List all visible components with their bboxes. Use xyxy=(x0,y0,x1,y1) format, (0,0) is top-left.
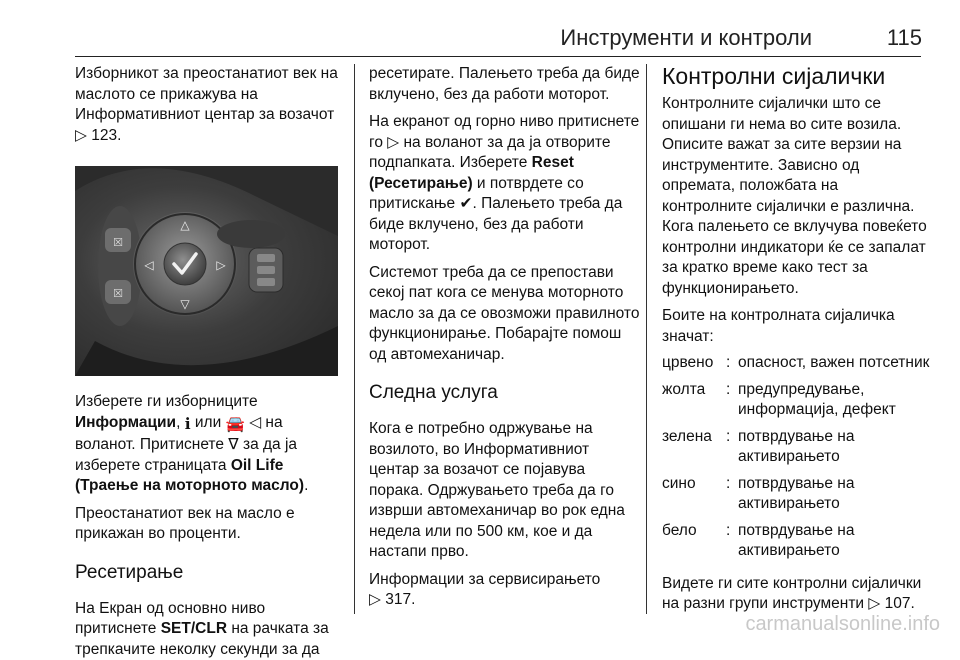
section-heading: Ресетирање xyxy=(75,561,343,585)
down-arrow-icon: ∇ xyxy=(228,436,238,453)
paragraph: Боите на контролната сијаличка значат: xyxy=(662,306,930,347)
paragraph: Изберете ги изборниците Информации, ℹ или 🚘 ◁ на воланот. Притиснете ∇ за да ја изберете страницата Oil Life (Траење на моторното масло). xyxy=(75,392,343,497)
svg-text:◁: ◁ xyxy=(143,258,153,272)
watermark: carmanualsonline.info xyxy=(745,613,940,636)
svg-text:△: △ xyxy=(180,218,190,232)
paragraph: ресетирате. Палењето треба да биде вклучено, без да работи моторот. xyxy=(369,64,641,105)
arrow-ref-icon: ▷ xyxy=(369,591,381,608)
arrow-ref-icon: ▷ xyxy=(868,595,880,612)
paragraph: Системот треба да се препостави секој пат кога се менува моторното масло за да се овозможи правилното функционирање. Побарајте помош од автомеханичар. xyxy=(369,263,641,366)
section-heading: Следна услуга xyxy=(369,381,641,405)
right-arrow-icon: ▷ xyxy=(387,134,399,151)
paragraph: На екранот од горно ниво притиснете го ▷ на воланот за да ја отворите подпапката. Изберете Reset (Ресетирање) и потврдете со притискање ✔. Палењето треба да биде вклучено, без да работи моторот. xyxy=(369,112,641,256)
steering-wheel-controls-icon xyxy=(75,166,338,376)
list-item: црвено : опасност, важен потсетник xyxy=(662,353,930,374)
svg-text:▷: ▷ xyxy=(216,258,226,272)
svg-text:☒: ☒ xyxy=(113,237,123,249)
column-middle xyxy=(369,64,641,611)
paragraph: Изборникот за преостанатиот век на маслото се прикажува на Информативниот центар за возачот ▷ 123. xyxy=(75,64,343,146)
list-item: сино : потврдување на активирањето xyxy=(662,474,930,515)
header-divider xyxy=(75,56,921,57)
svg-text:☒: ☒ xyxy=(113,288,123,300)
info-icon: ℹ xyxy=(185,415,191,436)
steering-wheel-figure xyxy=(75,166,338,376)
paragraph: Преостанатиот век на масло е прикажан во проценти. xyxy=(75,504,343,545)
list-item: зелена : потврдување на активирањето xyxy=(662,427,930,468)
left-arrow-icon: ◁ xyxy=(249,414,261,431)
column-divider xyxy=(354,64,355,614)
column-right xyxy=(662,64,930,615)
list-item: жолта : предупредување, информација, дефект xyxy=(662,380,930,421)
list-item: бело : потврдување на активирањето xyxy=(662,521,930,562)
paragraph: Видете ги сите контролни сијалички на разни групи инструменти ▷ 107. xyxy=(662,574,930,615)
svg-text:▽: ▽ xyxy=(180,297,190,311)
car-icon: 🚘 xyxy=(226,415,245,436)
paragraph: Контролните сијалички што се опишани ги нема во сите возила. Описите важат за сите верзии на инструментите. Зависно од опремата, положбата на контролните сијалички е различна. Кога палењето се вклучува повеќето контролни индикатори ќе се запалат за кратко време како тест за функционирањето. xyxy=(662,94,930,299)
paragraph: Информации за сервисирањето ▷ 317. xyxy=(369,570,641,611)
paragraph: Кога е потребно одржување на возилото, во Информативниот центар за возачот се појавува порака. Одржувањето треба да го изврши автомеханичар во рок една недела или по 500 км, кое и да настапи прво. xyxy=(369,419,641,563)
arrow-ref-icon: ▷ xyxy=(75,127,87,144)
section-title: Контролни сијалички xyxy=(662,62,930,90)
page-title: Инструменти и контроли xyxy=(560,25,812,51)
column-left xyxy=(75,64,343,660)
checkmark-icon: ✔ xyxy=(459,195,472,212)
color-meaning-table xyxy=(662,353,930,562)
column-divider xyxy=(646,64,647,614)
paragraph: На Екран од основно ниво притиснете SET/CLR на рачката за трепкачите неколку секунди за да xyxy=(75,599,343,660)
page-number: 115 xyxy=(887,25,922,51)
